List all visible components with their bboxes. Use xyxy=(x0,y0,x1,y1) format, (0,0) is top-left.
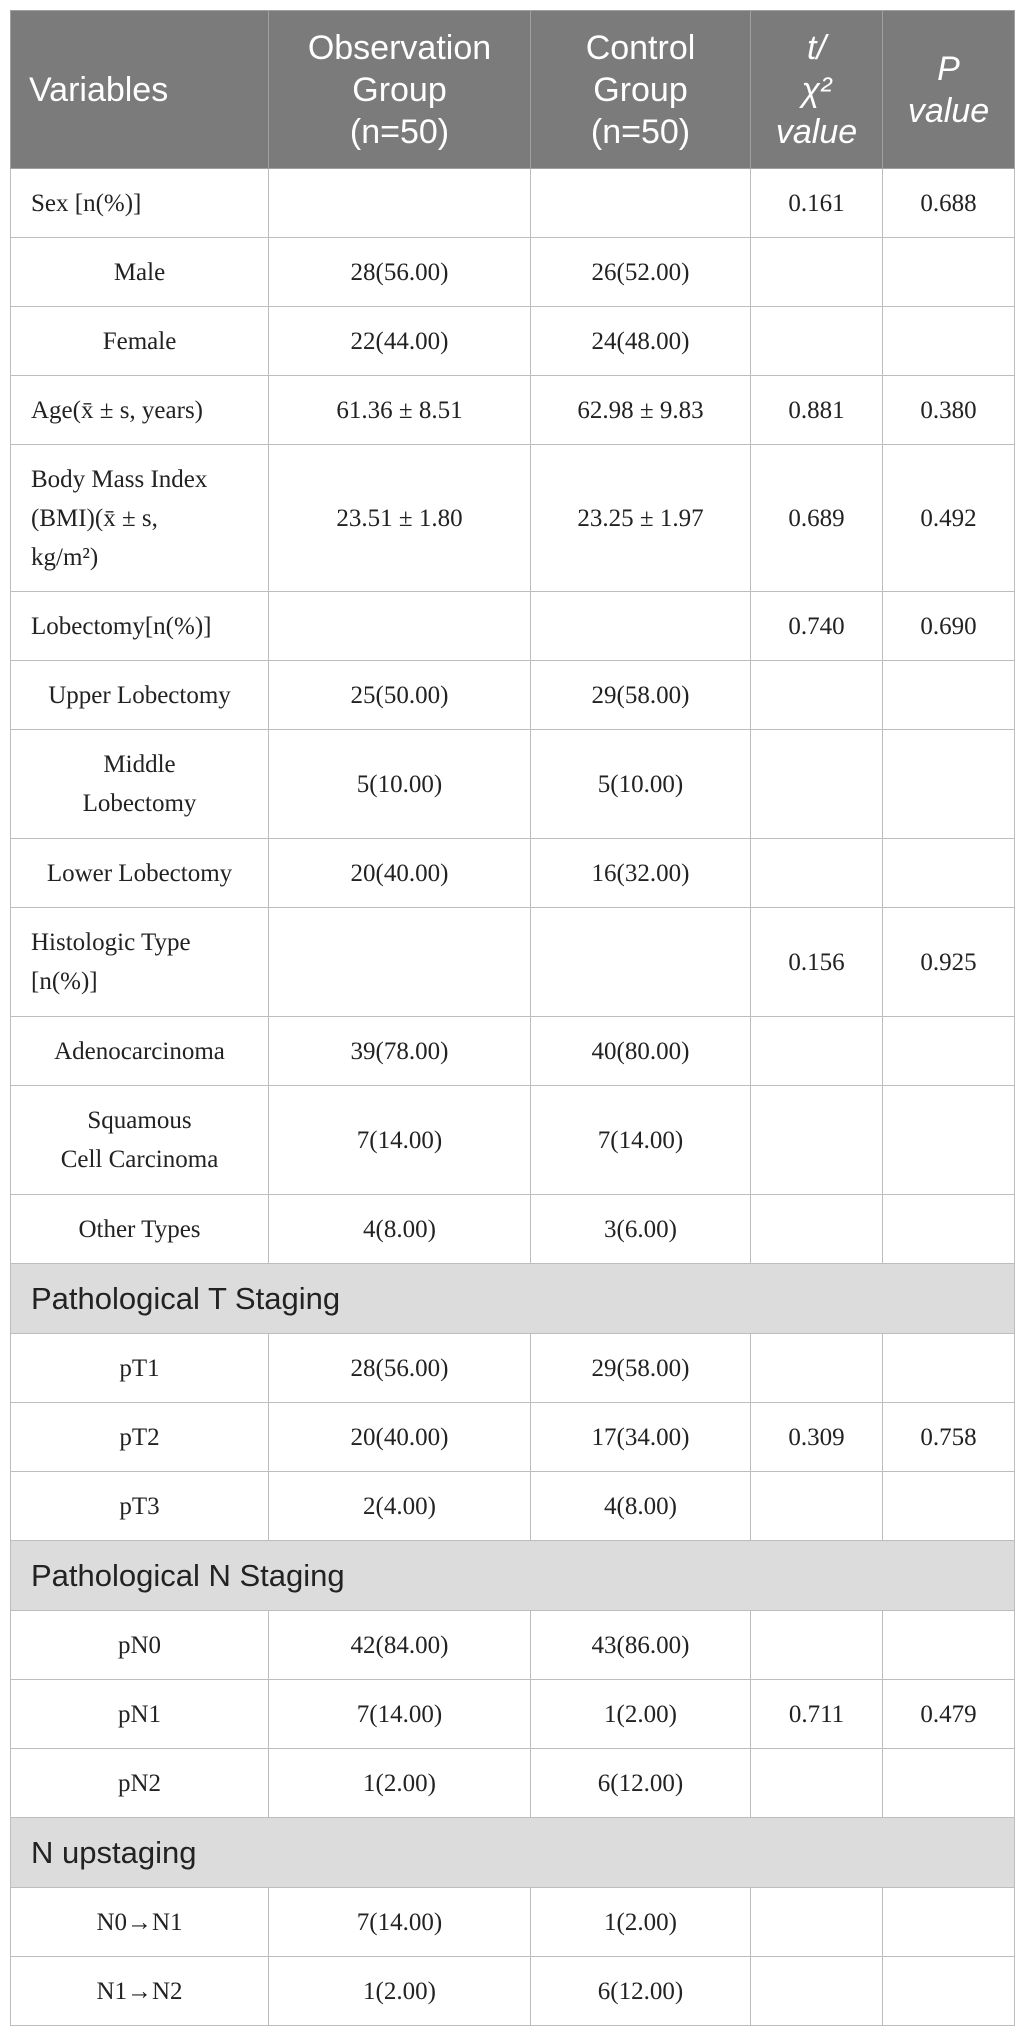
statistic-value xyxy=(751,1086,883,1195)
control-value: 5(10.00) xyxy=(531,730,751,839)
statistic-value: 0.156 xyxy=(751,908,883,1017)
control-value: 17(34.00) xyxy=(531,1403,751,1472)
statistic-value xyxy=(751,1195,883,1264)
row-pn2 xyxy=(11,1749,1015,1818)
header-stat-line1: t/ xyxy=(807,28,826,67)
row-label-line1: Squamous xyxy=(87,1107,192,1134)
row-label-line1: Middle xyxy=(103,751,176,778)
row-label-line3: kg/m²) xyxy=(31,543,99,571)
row-label xyxy=(11,1086,269,1195)
observation-value: 5(10.00) xyxy=(269,730,531,839)
observation-value xyxy=(269,908,531,1017)
row-label: Male xyxy=(11,238,269,307)
p-value xyxy=(883,730,1015,839)
p-value xyxy=(883,839,1015,908)
statistic-value: 0.740 xyxy=(751,592,883,661)
row-lobectomy xyxy=(11,592,1015,661)
observation-value xyxy=(269,169,531,238)
p-value: 0.690 xyxy=(883,592,1015,661)
header-row xyxy=(11,11,1015,169)
control-value: 26(52.00) xyxy=(531,238,751,307)
statistic-value: 0.689 xyxy=(751,445,883,592)
row-n0-n1 xyxy=(11,1888,1015,1957)
control-value: 6(12.00) xyxy=(531,1957,751,2026)
control-value xyxy=(531,908,751,1017)
p-value xyxy=(883,1888,1015,1957)
row-lower-lobectomy xyxy=(11,839,1015,908)
control-value: 43(86.00) xyxy=(531,1611,751,1680)
row-pt2 xyxy=(11,1403,1015,1472)
row-label: Adenocarcinoma xyxy=(11,1017,269,1086)
control-value: 29(58.00) xyxy=(531,1334,751,1403)
observation-value: 20(40.00) xyxy=(269,1403,531,1472)
statistic-value xyxy=(751,307,883,376)
row-label xyxy=(11,730,269,839)
p-value xyxy=(883,1957,1015,2026)
row-label: Upper Lobectomy xyxy=(11,661,269,730)
header-p-line2: value xyxy=(907,91,990,130)
section-t-staging xyxy=(11,1264,1015,1334)
row-label xyxy=(11,445,269,592)
row-pn1 xyxy=(11,1680,1015,1749)
section-n-staging xyxy=(11,1541,1015,1611)
header-control-line2: Group xyxy=(593,70,688,109)
row-label: Sex [n(%)] xyxy=(11,169,269,238)
observation-value: 28(56.00) xyxy=(269,238,531,307)
control-value: 29(58.00) xyxy=(531,661,751,730)
control-value: 4(8.00) xyxy=(531,1472,751,1541)
observation-value: 22(44.00) xyxy=(269,307,531,376)
section-n-upstaging xyxy=(11,1818,1015,1888)
p-value: 0.479 xyxy=(883,1680,1015,1749)
control-value: 24(48.00) xyxy=(531,307,751,376)
control-value: 23.25 ± 1.97 xyxy=(531,445,751,592)
header-variables: Variables xyxy=(11,11,269,169)
observation-value: 4(8.00) xyxy=(269,1195,531,1264)
statistic-value: 0.711 xyxy=(751,1680,883,1749)
control-value: 6(12.00) xyxy=(531,1749,751,1818)
p-value xyxy=(883,1086,1015,1195)
control-value xyxy=(531,169,751,238)
p-value: 0.492 xyxy=(883,445,1015,592)
observation-value: 2(4.00) xyxy=(269,1472,531,1541)
row-label: N0→N1 xyxy=(11,1888,269,1957)
control-value: 40(80.00) xyxy=(531,1017,751,1086)
observation-value: 1(2.00) xyxy=(269,1749,531,1818)
row-label: N1→N2 xyxy=(11,1957,269,2026)
statistic-value xyxy=(751,1957,883,2026)
p-value xyxy=(883,1195,1015,1264)
p-value xyxy=(883,1611,1015,1680)
row-label-line2: Lobectomy xyxy=(82,790,197,817)
header-observation-n: (n=50) xyxy=(349,112,450,151)
row-adenocarcinoma xyxy=(11,1017,1015,1086)
control-value xyxy=(531,592,751,661)
observation-value: 20(40.00) xyxy=(269,839,531,908)
control-value: 3(6.00) xyxy=(531,1195,751,1264)
header-test-statistic xyxy=(751,11,883,169)
row-label-line2: Cell Carcinoma xyxy=(60,1146,219,1173)
row-label: pT1 xyxy=(11,1334,269,1403)
statistic-value xyxy=(751,661,883,730)
p-value xyxy=(883,238,1015,307)
observation-value: 1(2.00) xyxy=(269,1957,531,2026)
statistic-value xyxy=(751,839,883,908)
statistic-value xyxy=(751,238,883,307)
row-histologic-type xyxy=(11,908,1015,1017)
control-value: 1(2.00) xyxy=(531,1680,751,1749)
row-age xyxy=(11,376,1015,445)
row-label: Lower Lobectomy xyxy=(11,839,269,908)
row-upper-lobectomy xyxy=(11,661,1015,730)
row-n1-n2 xyxy=(11,1957,1015,2026)
row-other-types xyxy=(11,1195,1015,1264)
row-middle-lobectomy xyxy=(11,730,1015,839)
row-label: Female xyxy=(11,307,269,376)
p-value: 0.380 xyxy=(883,376,1015,445)
row-label-line2: (BMI)(x̄ ± s, xyxy=(31,504,158,532)
p-value xyxy=(883,1334,1015,1403)
header-p-value xyxy=(883,11,1015,169)
statistic-value xyxy=(751,1888,883,1957)
p-value: 0.688 xyxy=(883,169,1015,238)
observation-value xyxy=(269,592,531,661)
statistic-value xyxy=(751,1611,883,1680)
row-female xyxy=(11,307,1015,376)
row-label: Other Types xyxy=(11,1195,269,1264)
header-observation-line1: Observation xyxy=(307,28,492,67)
observation-value: 42(84.00) xyxy=(269,1611,531,1680)
header-observation-group xyxy=(269,11,531,169)
section-title: Pathological N Staging xyxy=(11,1541,1015,1611)
observation-value: 39(78.00) xyxy=(269,1017,531,1086)
observation-value: 7(14.00) xyxy=(269,1888,531,1957)
row-label-line1: Body Mass Index xyxy=(31,465,208,493)
row-bmi xyxy=(11,445,1015,592)
statistic-value xyxy=(751,730,883,839)
row-squamous-cell xyxy=(11,1086,1015,1195)
row-label-line2: [n(%)] xyxy=(31,968,98,995)
row-pn0 xyxy=(11,1611,1015,1680)
header-observation-line2: Group xyxy=(352,70,447,109)
control-value: 1(2.00) xyxy=(531,1888,751,1957)
control-value: 16(32.00) xyxy=(531,839,751,908)
row-label: pT2 xyxy=(11,1403,269,1472)
section-title: Pathological T Staging xyxy=(11,1264,1015,1334)
row-label: pN2 xyxy=(11,1749,269,1818)
statistic-value xyxy=(751,1334,883,1403)
baseline-table xyxy=(10,10,1015,2026)
control-value: 62.98 ± 9.83 xyxy=(531,376,751,445)
row-label-line1: Histologic Type xyxy=(31,929,191,956)
control-value: 7(14.00) xyxy=(531,1086,751,1195)
header-control-group xyxy=(531,11,751,169)
observation-value: 25(50.00) xyxy=(269,661,531,730)
row-label: pT3 xyxy=(11,1472,269,1541)
header-control-n: (n=50) xyxy=(590,112,691,151)
observation-value: 23.51 ± 1.80 xyxy=(269,445,531,592)
p-value: 0.758 xyxy=(883,1403,1015,1472)
p-value xyxy=(883,1472,1015,1541)
row-label xyxy=(11,908,269,1017)
p-value xyxy=(883,307,1015,376)
section-title: N upstaging xyxy=(11,1818,1015,1888)
statistic-value xyxy=(751,1472,883,1541)
observation-value: 7(14.00) xyxy=(269,1086,531,1195)
row-male xyxy=(11,238,1015,307)
statistic-value: 0.161 xyxy=(751,169,883,238)
statistic-value: 0.309 xyxy=(751,1403,883,1472)
row-pt3 xyxy=(11,1472,1015,1541)
observation-value: 61.36 ± 8.51 xyxy=(269,376,531,445)
header-p-line1: P xyxy=(937,49,960,88)
p-value: 0.925 xyxy=(883,908,1015,1017)
observation-value: 28(56.00) xyxy=(269,1334,531,1403)
statistic-value xyxy=(751,1017,883,1086)
row-label: pN1 xyxy=(11,1680,269,1749)
p-value xyxy=(883,661,1015,730)
header-stat-line2: χ² xyxy=(801,70,832,109)
row-label: pN0 xyxy=(11,1611,269,1680)
row-label: Lobectomy[n(%)] xyxy=(11,592,269,661)
row-pt1 xyxy=(11,1334,1015,1403)
p-value xyxy=(883,1749,1015,1818)
header-stat-line3: value xyxy=(775,112,858,151)
statistic-value xyxy=(751,1749,883,1818)
statistic-value: 0.881 xyxy=(751,376,883,445)
row-label: Age(x̄ ± s, years) xyxy=(11,376,269,445)
observation-value: 7(14.00) xyxy=(269,1680,531,1749)
p-value xyxy=(883,1017,1015,1086)
row-sex xyxy=(11,169,1015,238)
header-control-line1: Control xyxy=(585,28,696,67)
